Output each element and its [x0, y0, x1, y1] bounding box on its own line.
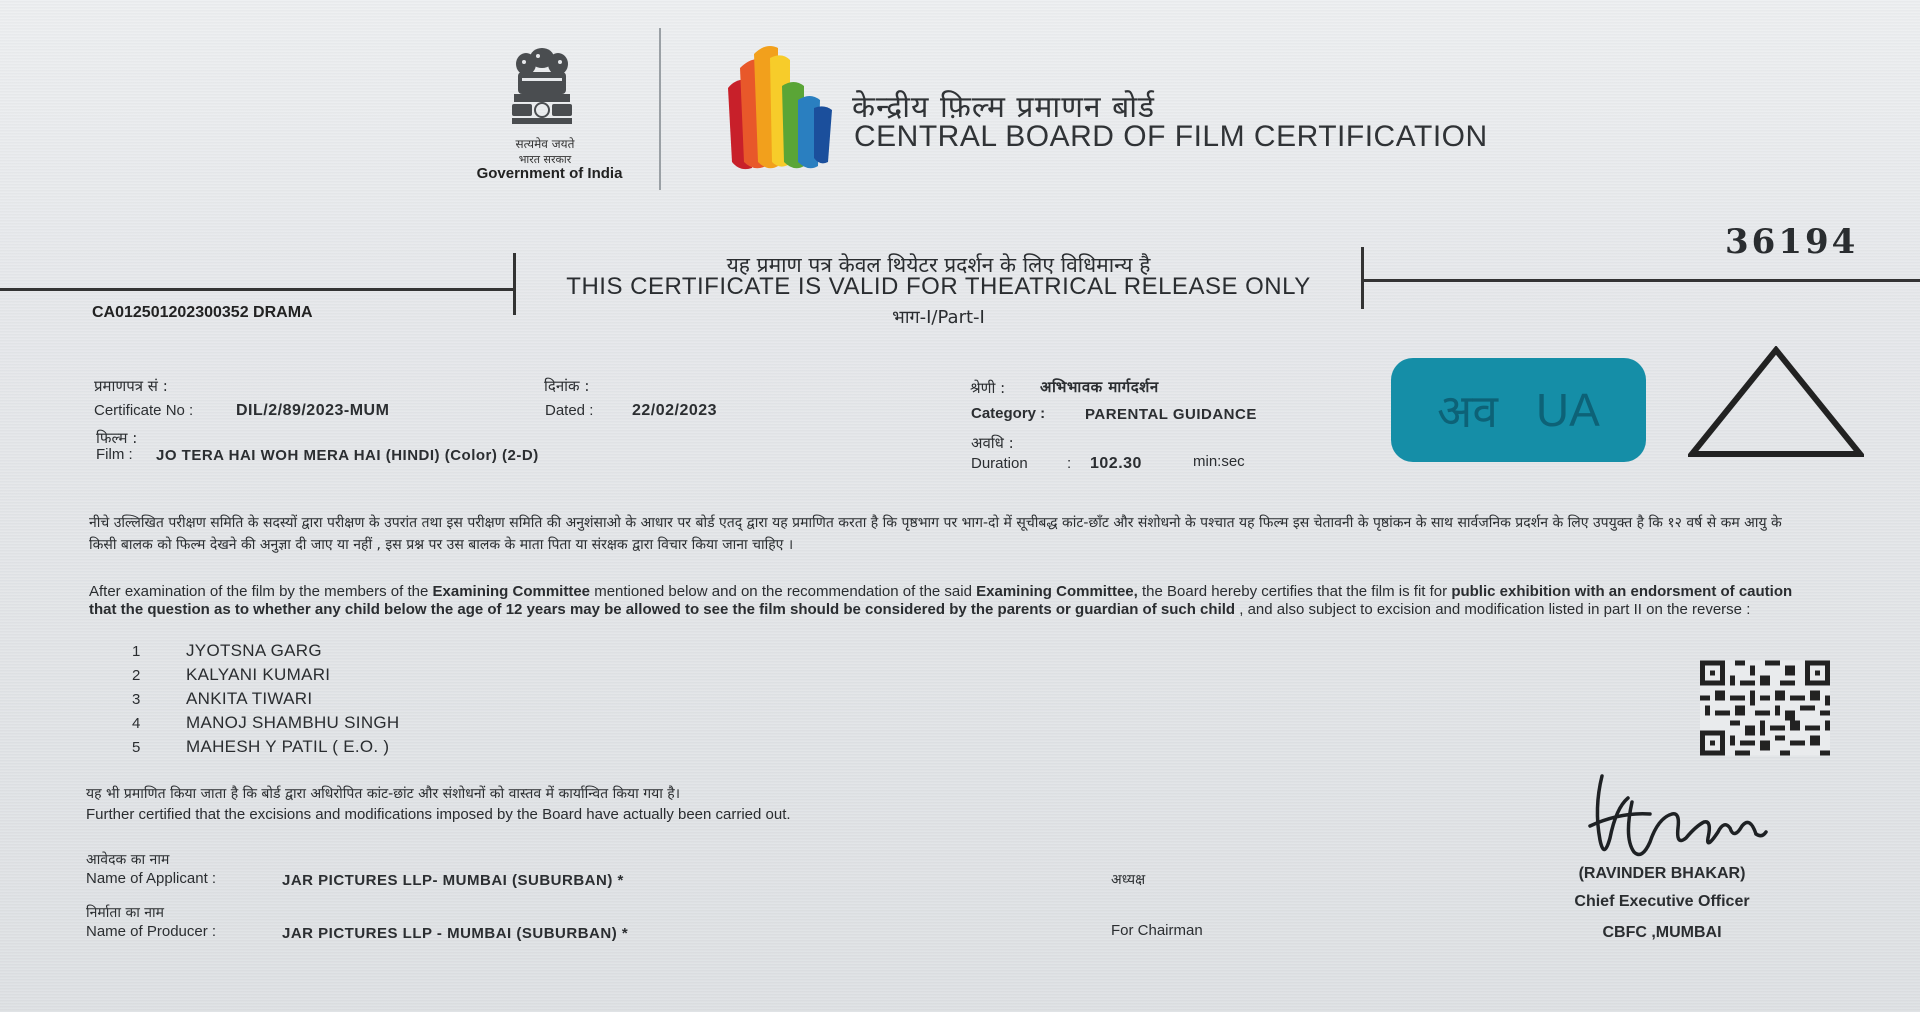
- member-name: KALYANI KUMARI: [186, 665, 331, 684]
- banner-bracket-right: [1361, 247, 1364, 309]
- member-number: 3: [132, 691, 141, 708]
- member-number: 2: [132, 667, 141, 684]
- member-name: JYOTSNA GARG: [186, 641, 322, 660]
- film-title: JO TERA HAI WOH MERA HAI (HINDI) (Color) (2-D): [156, 447, 539, 464]
- producer-label-hindi: निर्माता का नाम: [86, 905, 165, 921]
- rating-hindi: अव: [1437, 384, 1498, 438]
- serial-number: 36194: [1725, 222, 1859, 262]
- member-number: 1: [132, 643, 141, 660]
- validity-notice-english: THIS CERTIFICATE IS VALID FOR THEATRICAL RELEASE ONLY: [566, 273, 1311, 300]
- member-name: MAHESH Y PATIL ( E.O. ): [186, 737, 390, 756]
- producer-value: JAR PICTURES LLP - MUMBAI (SUBURBAN) *: [282, 925, 629, 942]
- applicant-value: JAR PICTURES LLP- MUMBAI (SUBURBAN) *: [282, 872, 624, 889]
- duration-label: Duration: [971, 455, 1028, 472]
- applicant-label: Name of Applicant :: [86, 870, 217, 887]
- for-chairman-label: For Chairman: [1111, 922, 1203, 939]
- dated-label-hindi: दिनांक :: [544, 377, 590, 395]
- category-value-hindi: अभिभावक मार्गदर्शन: [1040, 378, 1159, 396]
- board-name-hindi: केन्द्रीय फ़िल्म प्रमाणन बोर्ड: [852, 90, 1156, 125]
- certification-text-english: After examination of the film by the members of the Examining Committee mentioned below and on the recommendation of the said Examining Committee, the Board hereby certifies that the film is fit for public exhibition with an endorsment of caution that the question as to whether any child below the age of 12 years may be allowed to see the film should be considered by the parents or guardian of such child , and also subject to excision and modification listed in part II on the reverse :: [89, 583, 1793, 618]
- further-certified-hindi: यह भी प्रमाणित किया जाता है कि बोर्ड द्वारा अधिरोपित कांट-छांट और संशोधनों को वास्तव में कार्यान्वित किया गया है।: [86, 786, 681, 802]
- category-label: Category :: [971, 405, 1046, 422]
- national-emblem-icon: [498, 44, 586, 139]
- cert-no-value: DIL/2/89/2023-MUM: [236, 402, 390, 419]
- member-number: 5: [132, 739, 141, 756]
- gov-hindi: भारत सरकार: [518, 153, 572, 166]
- film-label: Film :: [96, 446, 133, 463]
- dated-value: 22/02/2023: [632, 402, 718, 419]
- signatory-title: Chief Executive Officer: [1574, 893, 1750, 910]
- gov-english: Government of India: [476, 165, 623, 182]
- rating-badge: [1391, 358, 1646, 462]
- part-label: भाग-I/Part-I: [892, 307, 985, 328]
- cbfc-logo-icon: [718, 38, 838, 188]
- category-value: PARENTAL GUIDANCE: [1085, 406, 1257, 423]
- duration-value: 102.30: [1090, 455, 1142, 472]
- chairman-label-hindi: अध्यक्ष: [1111, 872, 1146, 888]
- film-label-hindi: फिल्म :: [96, 429, 138, 447]
- banner-rule-left: [0, 288, 516, 291]
- banner-rule-right: [1363, 279, 1920, 282]
- producer-label: Name of Producer :: [86, 923, 217, 940]
- duration-separator: :: [1067, 455, 1072, 472]
- triangle-icon: [1688, 346, 1864, 458]
- member-name: MANOJ SHAMBHU SINGH: [186, 713, 400, 732]
- reference-code: CA012501202300352 DRAMA: [92, 304, 313, 321]
- further-certified-english: Further certified that the excisions and modifications imposed by the Board have actually been carried out.: [86, 806, 791, 823]
- emblem-motto: सत्यमेव जयते: [515, 137, 575, 151]
- certification-text-hindi: नीचे उल्लिखित परीक्षण समिति के सदस्यों द्वारा परीक्षण के उपरांत तथा इस परीक्षण समिति की अनुशंसाओ के आधार पर बोर्ड एतद् द्वारा यह प्रमाणित करता है कि पृष्ठभाग पर भाग-दो में सूचीबद्ध कांट-छाँट और संशोधनो के पश्चात यह फिल्म इस चेतावनी के पृष्ठांकन के साथ सार्वजनिक प्रदर्शन के लिए उपयुक्त है कि १२ वर्ष से कम आयु के किसी बालक को फिल्म देखने की अनुज्ञा दी जाए या नहीं , इस प्रश्न पर उस बालक के माता पिता या संरक्षक द्वारा विचार किया जाना चाहिए ।: [89, 515, 1782, 553]
- signatory-office: CBFC ,MUMBAI: [1602, 924, 1722, 941]
- qr-code-icon: [1700, 660, 1830, 756]
- board-name-english: CENTRAL BOARD OF FILM CERTIFICATION: [854, 120, 1488, 153]
- cert-no-label-hindi: प्रमाणपत्र सं :: [94, 377, 168, 395]
- applicant-label-hindi: आवेदक का नाम: [86, 852, 170, 868]
- validity-notice-hindi: यह प्रमाण पत्र केवल थियेटर प्रदर्शन के लिए विधिमान्य है: [726, 253, 1151, 277]
- member-name: ANKITA TIWARI: [186, 689, 313, 708]
- rating-english: UA: [1535, 384, 1600, 436]
- signature-icon: [1580, 768, 1770, 868]
- duration-label-hindi: अवधि :: [971, 434, 1014, 452]
- signatory-name: (RAVINDER BHAKAR): [1578, 865, 1746, 882]
- category-label-hindi: श्रेणी :: [970, 379, 1006, 397]
- duration-unit: min:sec: [1193, 453, 1245, 470]
- dated-label: Dated :: [545, 402, 594, 419]
- cert-no-label: Certificate No :: [94, 402, 194, 419]
- header-divider: [659, 28, 661, 190]
- member-number: 4: [132, 715, 141, 732]
